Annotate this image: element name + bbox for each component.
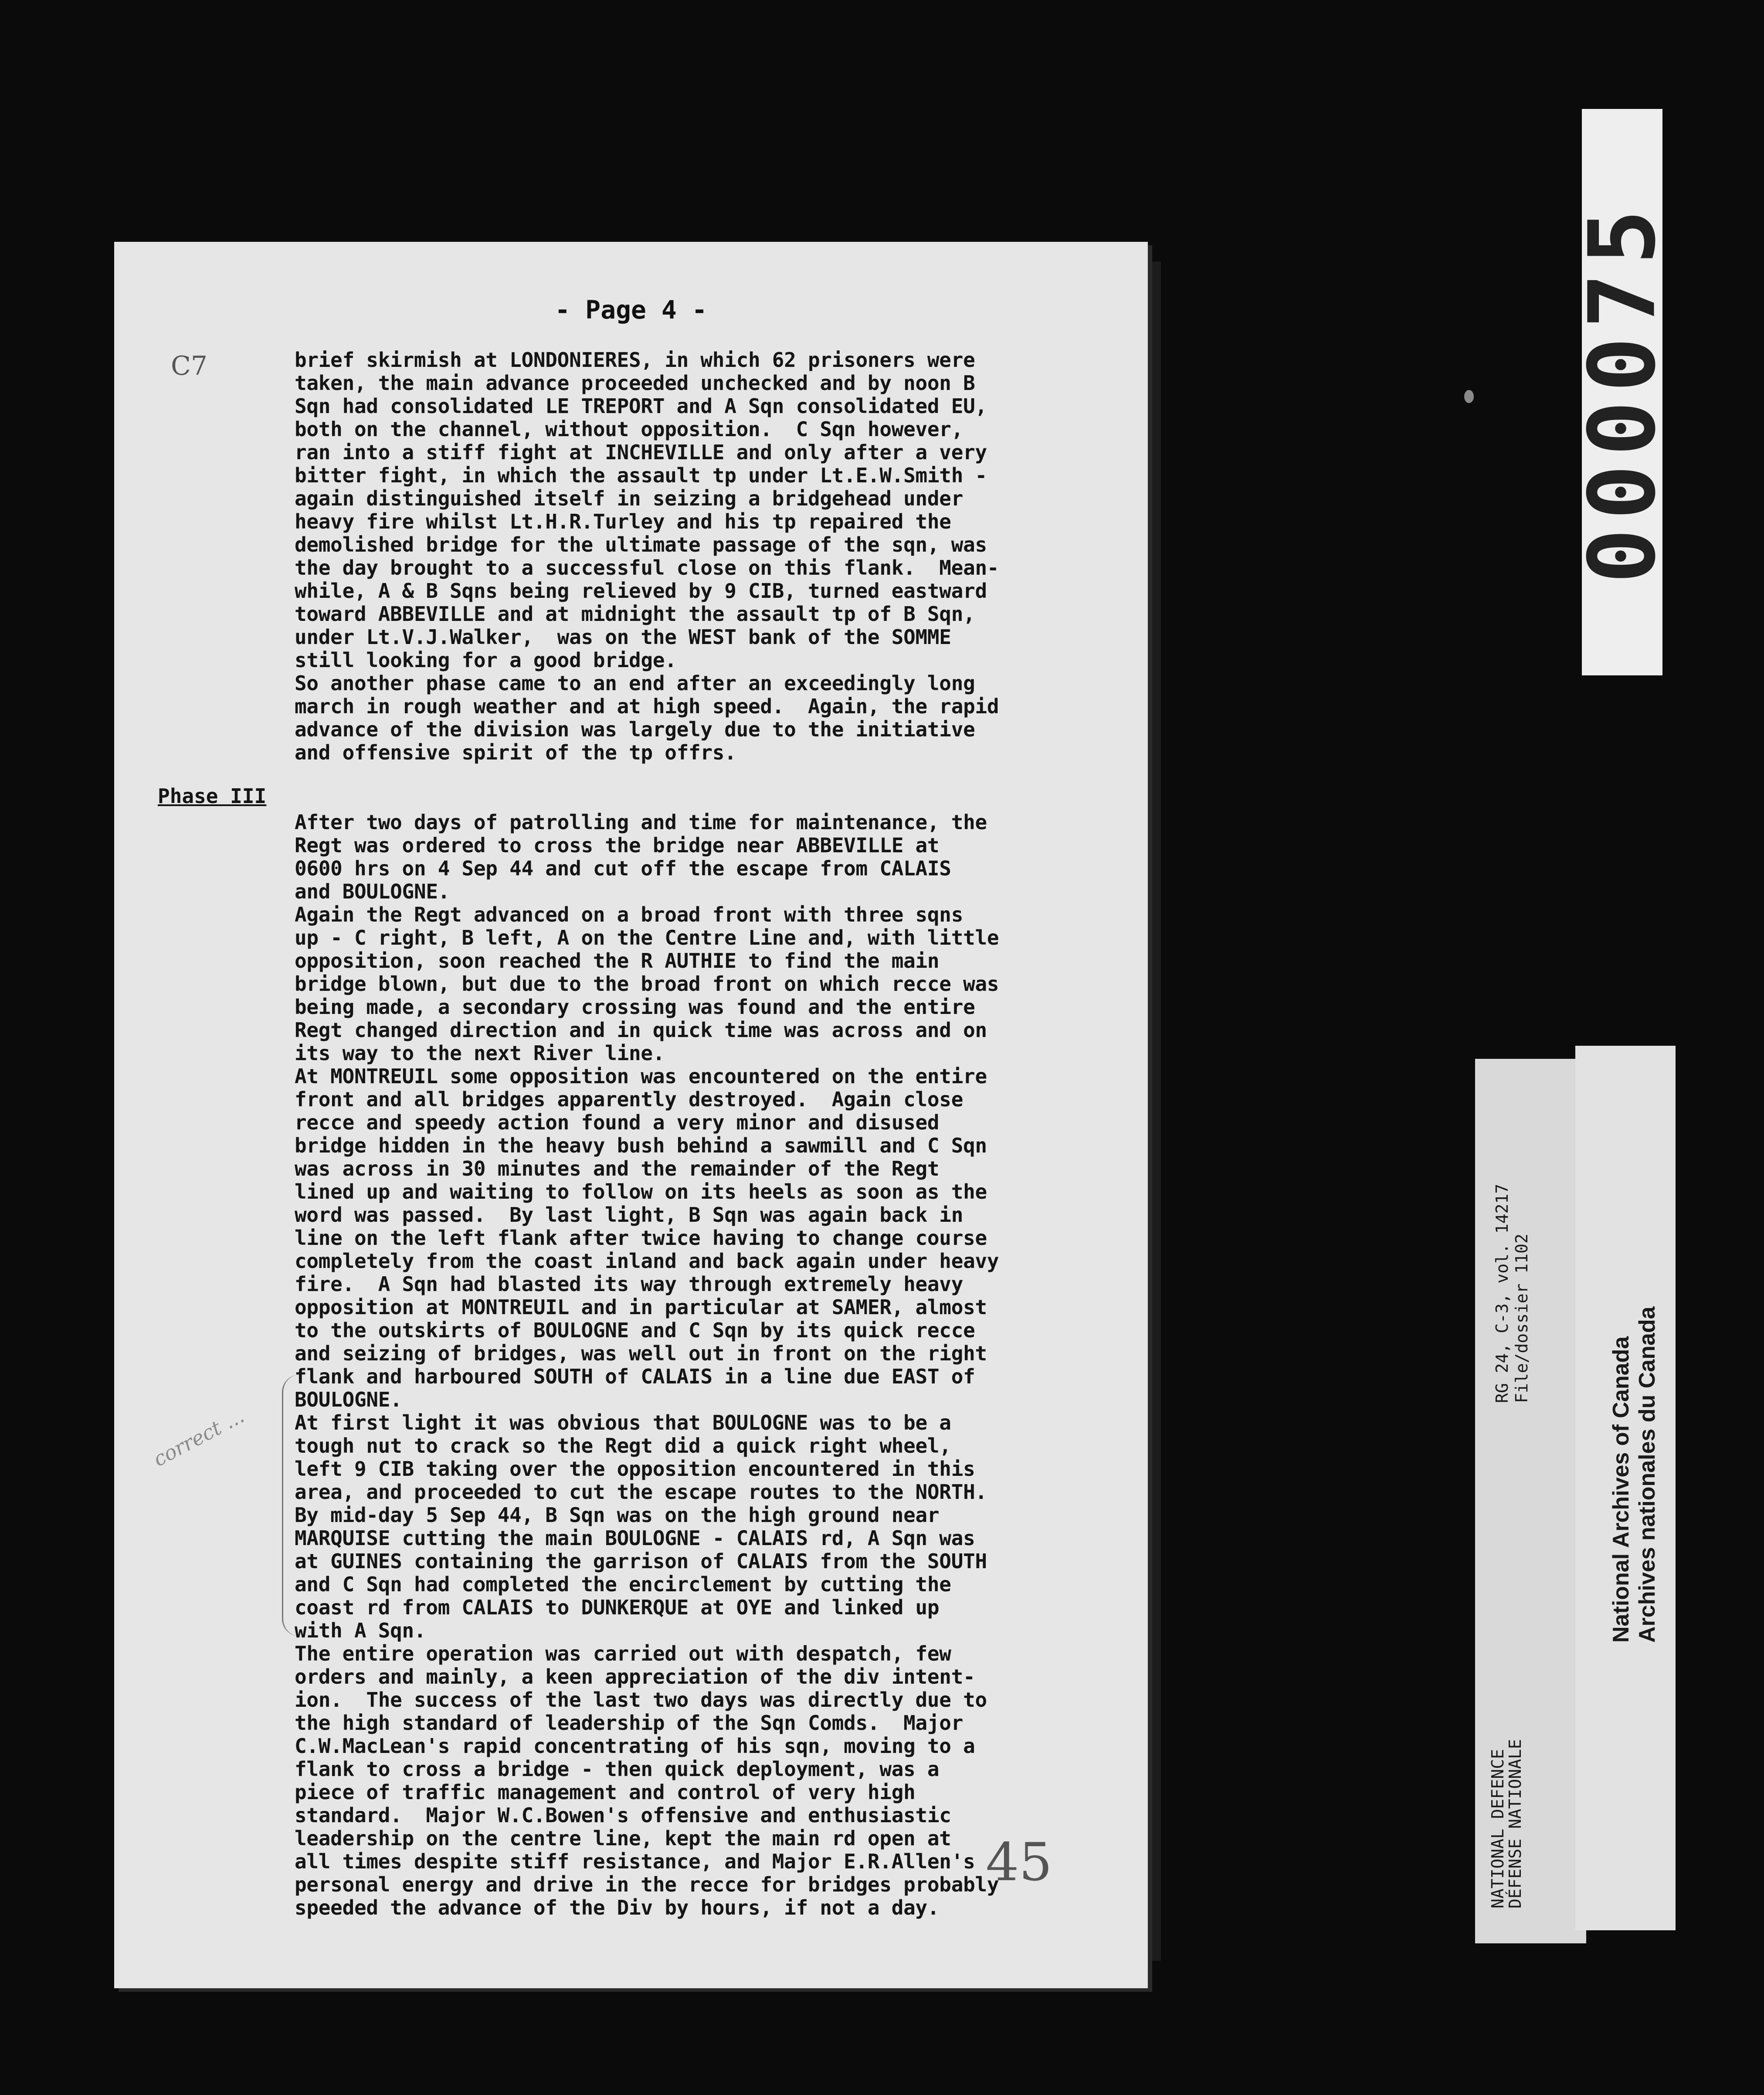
body-paragraphs-part2 (295, 811, 1118, 1919)
frame-number: 000075 (1569, 200, 1676, 584)
section-gap (295, 764, 1118, 811)
text-line: The entire operation was carried out with despatch, few (295, 1642, 951, 1665)
text-line: bitter fight, in which the assault tp under Lt.E.W.Smith - (295, 464, 987, 487)
text-line: Regt was ordered to cross the bridge near ABBEVILLE at (295, 834, 940, 857)
text-line: personal energy and drive in the recce for bridges probably (295, 1873, 999, 1896)
text-line: leadership on the centre line, kept the main rd open at (295, 1827, 951, 1850)
text-line: area, and proceeded to cut the escape routes to the NORTH. (295, 1480, 987, 1504)
text-line: BOULOGNE. (295, 1388, 402, 1411)
text-line: MARQUISE cutting the main BOULOGNE - CALAIS rd, A Sqn was (295, 1526, 975, 1550)
body-paragraphs-part1 (295, 349, 1118, 764)
text-line: brief skirmish at LONDONIERES, in which 62 prisoners were (295, 348, 975, 372)
text-line: Regt changed direction and in quick time was across and on (295, 1018, 987, 1042)
text-line: piece of traffic management and control of very high (295, 1780, 916, 1804)
text-line: still looking for a good bridge. (295, 648, 677, 672)
text-line: the day brought to a successful close on this flank. Mean- (295, 556, 999, 580)
frame-number-card (1569, 109, 1676, 675)
text-line: bridge hidden in the heavy bush behind a sawmill and C Sqn (295, 1134, 987, 1157)
text-line: standard. Major W.C.Bowen's offensive and enthusiastic (295, 1803, 951, 1827)
text-line: flank to cross a bridge - then quick deployment, was a (295, 1757, 940, 1781)
text-line: under Lt.V.J.Walker, was on the WEST bank of the SOMME (295, 625, 951, 649)
handwritten-margin-note: correct ... (149, 1403, 248, 1471)
text-line: ran into a stiff fight at INCHEVILLE and only after a very (295, 441, 987, 464)
text-line: march in rough weather and at high speed. Again, the rapid (295, 695, 999, 718)
text-line: and BOULOGNE. (295, 880, 450, 903)
text-line: At first light it was obvious that BOULOGNE was to be a (295, 1411, 951, 1434)
body-text (295, 349, 1118, 1919)
text-line: By mid-day 5 Sep 44, B Sqn was on the high ground near (295, 1503, 940, 1527)
text-line: ion. The success of the last two days was directly due to (295, 1688, 987, 1712)
text-line: At MONTREUIL some opposition was encountered on the entire (295, 1064, 987, 1088)
text-line: to the outskirts of BOULOGNE and C Sqn by its quick recce (295, 1319, 975, 1342)
text-line: bridge blown, but due to the broad front on which recce was (295, 972, 999, 996)
national-defence-label: NATIONAL DEFENCE (1488, 1749, 1507, 1909)
text-line: 0600 hrs on 4 Sep 44 and cut off the escape from CALAIS (295, 857, 951, 880)
ink-spot (1464, 390, 1474, 403)
text-line: opposition, soon reached the R AUTHIE to find the main (295, 949, 940, 973)
text-line: and offensive spirit of the tp offrs. (295, 741, 736, 764)
archives-nationales-label: Archives nationales du Canada (1635, 1306, 1660, 1643)
text-line: demolished bridge for the ultimate passage of the sqn, was (295, 533, 987, 556)
text-line: After two days of patrolling and time for maintenance, the (295, 810, 987, 834)
document-page (114, 242, 1148, 1988)
record-group-reference: RG 24, C-3, vol. 14217 (1493, 1183, 1512, 1403)
text-line: being made, a secondary crossing was found and the entire (295, 995, 975, 1019)
text-line: toward ABBEVILLE and at midnight the assault tp of B Sqn, (295, 602, 975, 626)
text-line: its way to the next River line. (295, 1041, 665, 1065)
text-line: all times despite stiff resistance, and Major E.R.Allen's (295, 1850, 975, 1873)
text-line: and seizing of bridges, was well out in front on the right (295, 1342, 987, 1365)
text-line: the high standard of leadership of the Sqn Comds. Major (295, 1711, 963, 1735)
text-line: was across in 30 minutes and the remainder of the Regt (295, 1157, 940, 1180)
text-line: at GUINES containing the garrison of CALAIS from the SOUTH (295, 1549, 987, 1573)
text-line: speeded the advance of the Div by hours, if not a day. (295, 1896, 940, 1919)
page-heading: - Page 4 - (555, 295, 707, 325)
text-line: orders and mainly, a keen appreciation of the div intent- (295, 1665, 975, 1688)
text-line: lined up and waiting to follow on its heels as soon as the (295, 1180, 987, 1203)
text-line: So another phase came to an end after an exceedingly long (295, 671, 975, 695)
text-line: Again the Regt advanced on a broad front with three sqns (295, 903, 963, 926)
text-line: while, A & B Sqns being relieved by 9 CIB, turned eastward (295, 579, 987, 603)
text-line: completely from the coast inland and back again under heavy (295, 1249, 999, 1273)
text-line: coast rd from CALAIS to DUNKERQUE at OYE and linked up (295, 1596, 940, 1619)
page-shadow-edge (1148, 261, 1161, 1961)
text-line: word was passed. By last light, B Sqn was again back in (295, 1203, 963, 1227)
text-line: line on the left flank after twice having to change course (295, 1226, 987, 1250)
national-archives-label: National Archives of Canada (1608, 1336, 1634, 1643)
text-line: C.W.MacLean's rapid concentrating of his sqn, moving to a (295, 1734, 975, 1758)
handwritten-page-number: 45 (986, 1832, 1052, 1893)
text-line: Sqn had consolidated LE TREPORT and A Sqn consolidated EU, (295, 394, 987, 418)
text-line: both on the channel, without opposition. C Sqn however, (295, 417, 963, 441)
text-line: and C Sqn had completed the encirclement by cutting the (295, 1573, 951, 1596)
text-line: fire. A Sqn had blasted its way through extremely heavy (295, 1272, 963, 1296)
corner-handwritten-mark: C7 (171, 351, 208, 381)
file-dossier-reference: File/dossier 1102 (1512, 1234, 1531, 1403)
text-line: taken, the main advance proceeded unchecked and by noon B (295, 371, 975, 395)
text-line: front and all bridges apparently destroyed. Again close (295, 1088, 963, 1111)
text-line: with A Sqn. (295, 1619, 426, 1642)
defense-nationale-label: DÉFENSE NATIONALE (1506, 1739, 1525, 1909)
text-line: up - C right, B left, A on the Centre Line and, with little (295, 926, 999, 949)
phase-label: Phase III (158, 784, 267, 808)
text-line: opposition at MONTREUIL and in particular at SAMER, almost (295, 1295, 987, 1319)
text-line: heavy fire whilst Lt.H.R.Turley and his tp repaired the (295, 510, 951, 533)
text-line: again distinguished itself in seizing a bridgehead under (295, 487, 963, 510)
text-line: advance of the division was largely due to the initiative (295, 718, 975, 741)
text-line: tough nut to crack so the Regt did a quick right wheel, (295, 1434, 951, 1458)
text-line: recce and speedy action found a very minor and disused (295, 1111, 940, 1134)
text-line: left 9 CIB taking over the opposition encountered in this (295, 1457, 975, 1481)
text-line: flank and harboured SOUTH of CALAIS in a line due EAST of (295, 1365, 975, 1388)
